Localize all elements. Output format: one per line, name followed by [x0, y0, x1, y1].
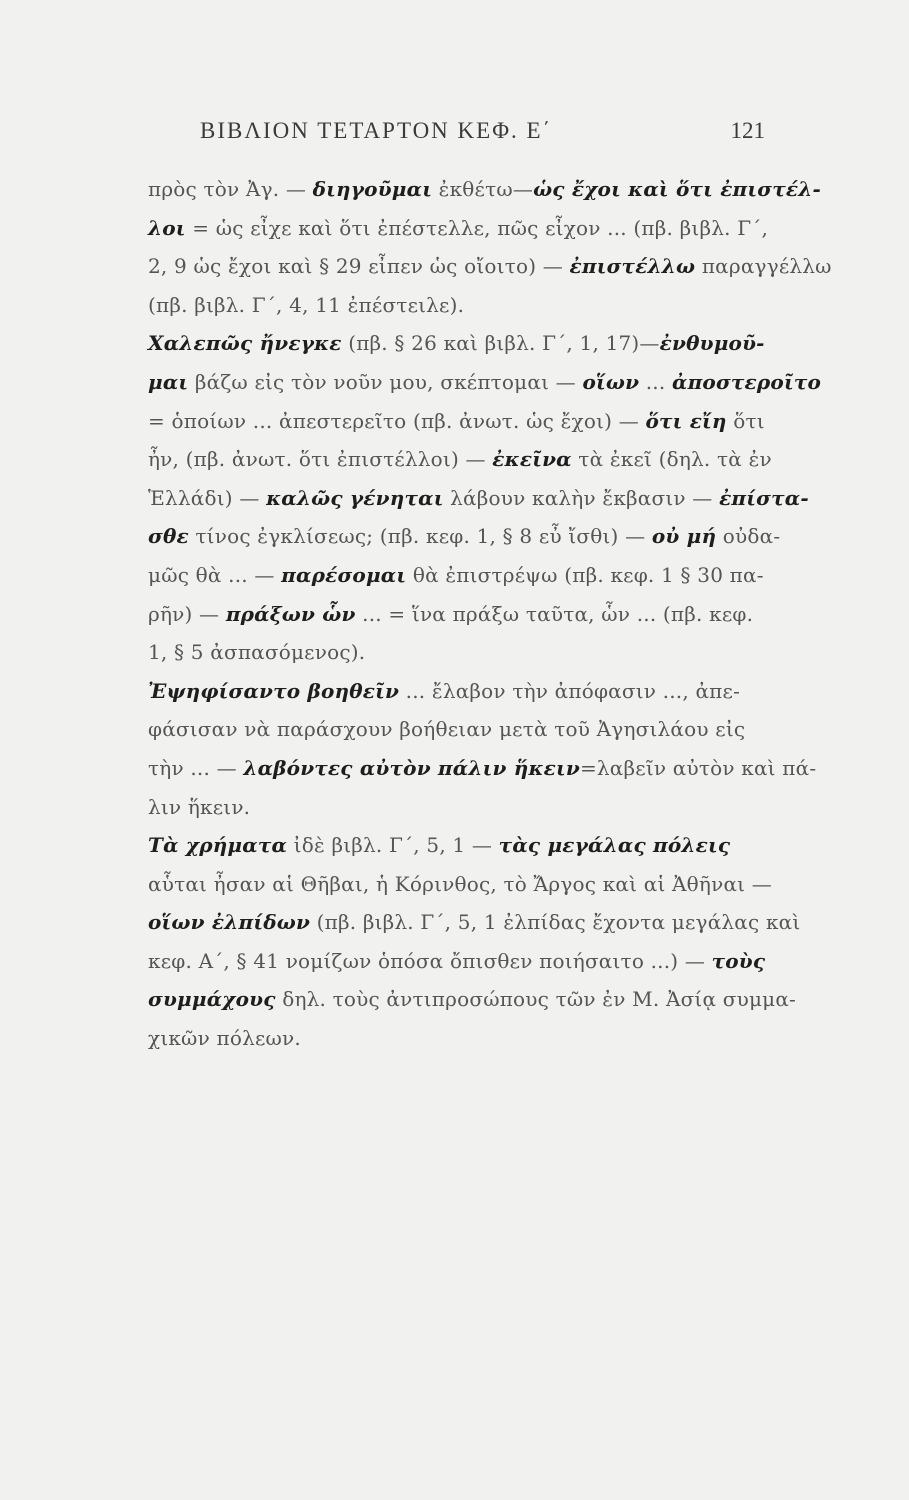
text-line [148, 402, 764, 441]
lemma-text: ὅτι εἴη [645, 408, 727, 433]
lemma-text: διηγοῦμαι [312, 177, 433, 201]
text-line [148, 865, 772, 904]
lemma-text: ἐπίστα- [719, 485, 809, 510]
gloss-text: τὴν ... — [148, 755, 244, 780]
text-line [148, 710, 764, 749]
gloss-text: δηλ. τοὺς ἀντιπροσώπους τῶν ἐν Μ. Ἀσίᾳ συμμα- [275, 987, 797, 1012]
lemma-text: Ἐψηφίσαντο βοηθεῖν [148, 678, 400, 703]
gloss-text: πρὸς τὸν Ἀγ. — [148, 177, 313, 201]
gloss-text: ... [639, 369, 672, 394]
gloss-text: θὰ ἐπιστρέψω (πβ. κεφ. 1 § 30 πα- [406, 562, 764, 587]
gloss-text: τὰ ἐκεῖ (δηλ. τὰ ἐν [571, 447, 772, 472]
page-header [0, 118, 909, 158]
gloss-text: ἐκθέτω— [432, 177, 534, 201]
gloss-text: = ὁποίων ... ἀπεστερεῖτο (πβ. ἀνωτ. ὡς ἔχοι) — [148, 408, 646, 433]
lemma-text: ὡς ἔχοι καὶ ὅτι ἐπιστέλ- [533, 177, 821, 201]
lemma-text: Χαλεπῶς ἤνεγκε [148, 331, 342, 356]
gloss-text: (πβ. βιβλ. Γ΄, 5, 1 ἐλπίδας ἔχοντα μεγάλας καὶ [310, 910, 801, 935]
text-line [148, 633, 764, 672]
text-line [148, 324, 764, 363]
text-line [148, 980, 797, 1019]
text-line [148, 479, 809, 518]
running-head: ΒΙΒΛΙΟΝ ΤΕΤΑΡΤΟΝ ΚΕΦ. Ε΄ [200, 118, 553, 143]
text-line [148, 209, 769, 248]
gloss-text: 1, § 5 ἀσπασόμενος). [148, 640, 366, 665]
text-line [148, 247, 832, 286]
lemma-text: μαι [148, 369, 189, 394]
gloss-text: ἦν, (πβ. ἀνωτ. ὅτι ἐπιστέλλοι) — [148, 447, 493, 472]
lemma-text: τὰς μεγάλας πόλεις [498, 833, 731, 858]
lemma-text: οἵων ἐλπίδων [148, 910, 311, 935]
lemma-text: τοὺς [711, 948, 766, 973]
text-line [148, 517, 781, 556]
gloss-text: (πβ. § 26 καὶ βιβλ. Γ΄, 1, 17)— [341, 331, 660, 356]
gloss-text: λιν ἥκειν. [148, 794, 251, 819]
text-line [148, 170, 821, 209]
commentary-text [148, 170, 832, 1058]
text-line [148, 749, 817, 788]
lemma-text: ἐκεῖνα [492, 447, 572, 472]
gloss-text: = ὡς εἶχε καὶ ὅτι ἐπέστελλε, πῶς εἶχον ... (πβ. βιβλ. Γ΄, [185, 215, 769, 240]
text-line [148, 788, 764, 827]
lemma-text: ἐπιστέλλω [569, 254, 696, 279]
gloss-text: χικῶν πόλεων. [148, 1026, 301, 1051]
lemma-text: οὐ μή [651, 524, 717, 549]
lemma-text: πράξων ὧν [225, 601, 356, 626]
text-line [148, 286, 764, 325]
gloss-text: ... = ἵνα πράξω ταῦτα, ὧν ... (πβ. κεφ. [355, 601, 754, 626]
lemma-text: σθε [148, 524, 189, 549]
gloss-text: ... ἔλαβον τὴν ἀπόφασιν ..., ἀπε- [399, 678, 741, 703]
gloss-text: παραγγέλλω [695, 254, 832, 279]
gloss-text: ρῆν) — [148, 601, 226, 626]
lemma-text: παρέσομαι [281, 562, 407, 587]
gloss-text: τίνος ἐγκλίσεως; (πβ. κεφ. 1, § 8 εὖ ἴσθι) — [188, 524, 652, 549]
text-line [148, 363, 822, 402]
text-line [148, 595, 764, 634]
lemma-text: λοι [148, 215, 186, 240]
gloss-text: =λαβεῖν αὐτὸν καὶ πά- [579, 755, 817, 780]
gloss-text: ἰδὲ βιβλ. Γ΄, 5, 1 — [287, 833, 499, 858]
lemma-text: Τὰ χρήματα [148, 833, 288, 858]
text-line [148, 942, 764, 981]
text-line [148, 903, 801, 942]
lemma-text: ἀποστεροῖτο [671, 369, 822, 394]
gloss-text: 2, 9 ὡς ἔχοι καὶ § 29 εἶπεν ὡς οἴοιτο) — [148, 254, 570, 279]
lemma-text: συμμάχους [148, 987, 276, 1012]
lemma-text: καλῶς γένηται [266, 485, 444, 510]
text-line [148, 1019, 764, 1058]
gloss-text: φάσισαν νὰ παράσχουν βοήθειαν μετὰ τοῦ Ἀγησιλάου εἰς [148, 717, 746, 742]
gloss-text: οὐδα- [716, 524, 781, 549]
lemma-text: ἐνθυμοῦ- [659, 331, 765, 356]
page-number: 121 [730, 118, 765, 143]
gloss-text: αὗται ἦσαν αἱ Θῆβαι, ἡ Κόρινθος, τὸ Ἄργος καὶ αἱ Ἀθῆναι — [148, 871, 772, 896]
text-line [148, 556, 764, 595]
text-line [148, 440, 772, 479]
text-line [148, 826, 764, 865]
gloss-text: ὅτι [726, 408, 765, 433]
lemma-text: οἵων [582, 369, 640, 394]
text-line [148, 672, 764, 711]
gloss-text: μῶς θὰ ... — [148, 562, 282, 587]
gloss-text: (πβ. βιβλ. Γ΄, 4, 11 ἐπέστειλε). [148, 292, 465, 317]
lemma-text: λαβόντες αὐτὸν πάλιν ἥκειν [243, 755, 580, 780]
gloss-text: Ἑλλάδι) — [148, 485, 267, 510]
gloss-text: κεφ. Α΄, § 41 νομίζων ὁπόσα ὄπισθεν ποιήσαιτο ...) — [148, 948, 712, 973]
gloss-text: λάβουν καλὴν ἔκβασιν — [443, 485, 720, 510]
gloss-text: βάζω εἰς τὸν νοῦν μου, σκέπτομαι — [188, 369, 583, 394]
